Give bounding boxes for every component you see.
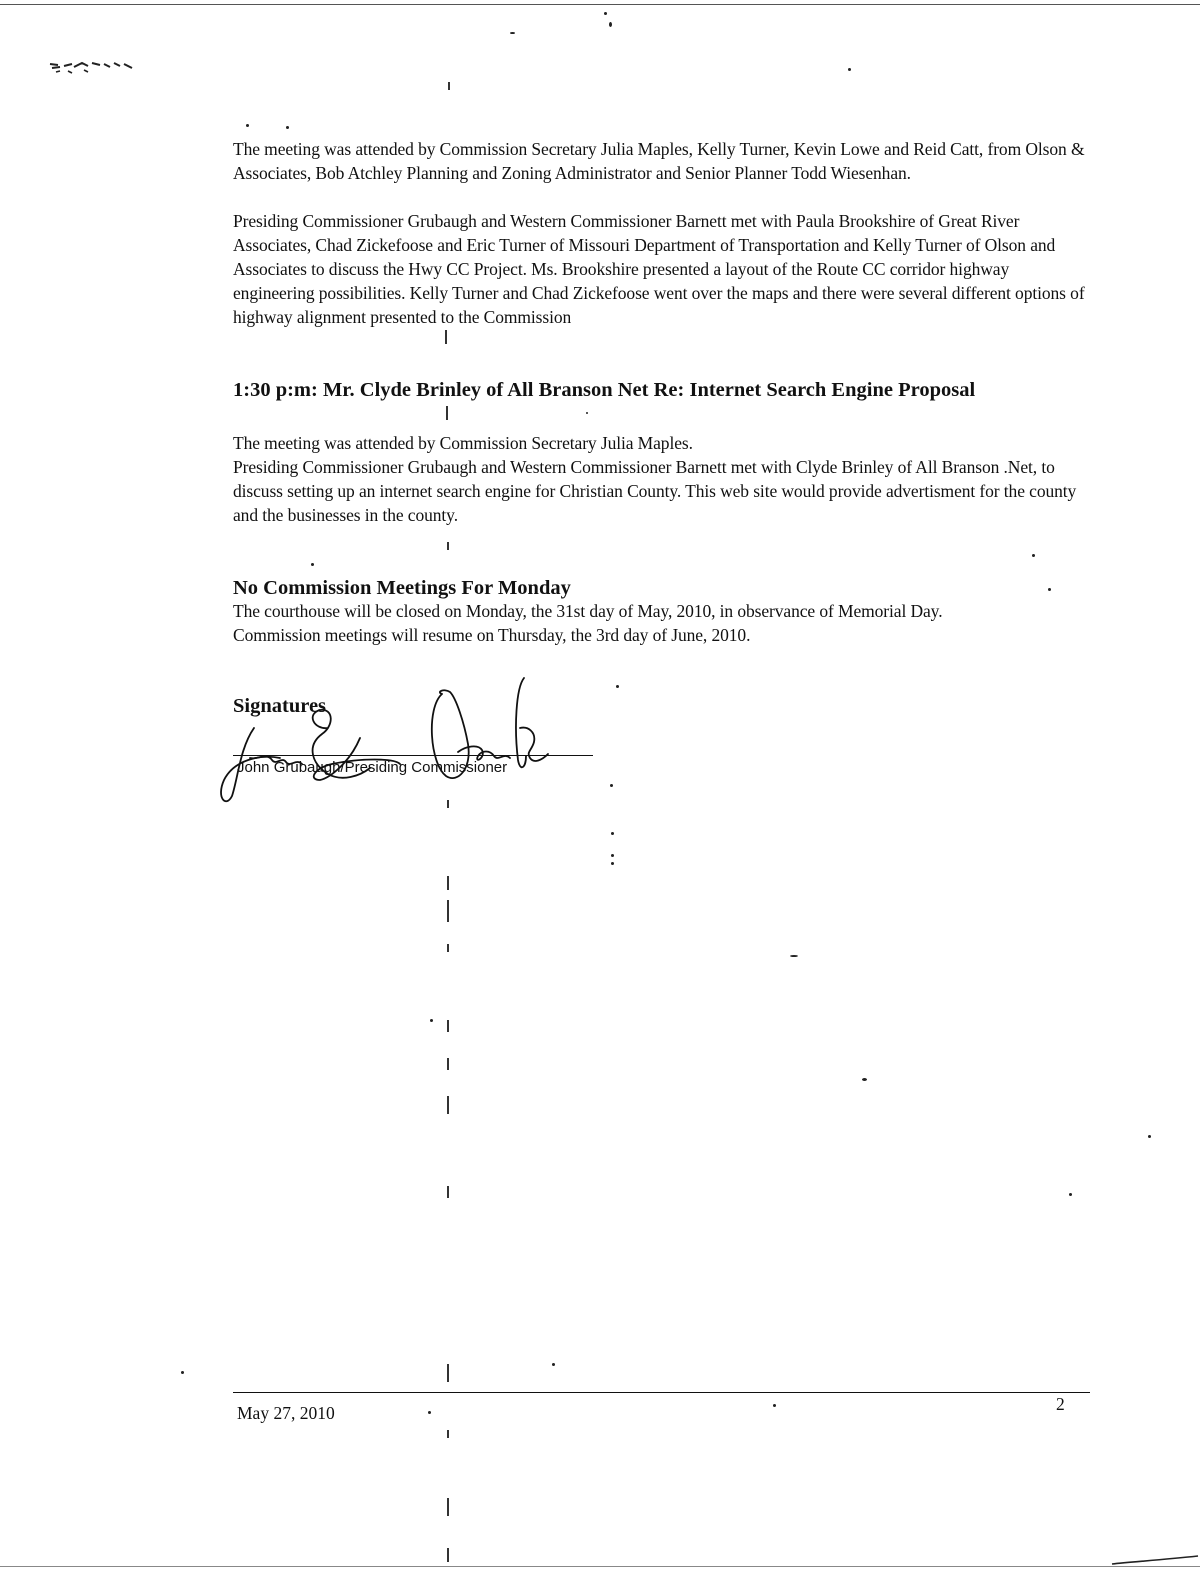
signer-caption: John Grubaugh/Presiding Commissioner [237, 759, 508, 776]
section-heading: 1:30 p:m: Mr. Clyde Brinley of All Branson Net Re: Internet Search Engine Proposal [233, 379, 976, 401]
footer-rule [233, 1392, 1090, 1393]
section-heading: No Commission Meetings For Monday [233, 577, 571, 599]
closure-notice: The courthouse will be closed on Monday, the 31st day of May, 2010, in observance of Memorial Day. [233, 601, 943, 621]
notice-content [233, 599, 1093, 647]
bottom-scan-edge [0, 1566, 1200, 1567]
scan-artifact-mark [48, 58, 134, 78]
top-scan-edge [0, 4, 1200, 5]
summary-paragraph: Presiding Commissioner Grubaugh and Western Commissioner Barnett met with Paula Brookshire of Great River Associates, Chad Zickefoose and Eric Turner of Missouri Department of Transportation and Kelly Turner of Olson and Associates to discuss the Hwy CC Project. Ms. Brookshire presented a layout of the Route CC corridor highway engineering possibilities. Kelly Turner and Chad Zickefoose went over the maps and there were several different options of highway alignment presented to the Commission [233, 211, 1085, 327]
meeting-2-content [233, 431, 1093, 527]
summary-paragraph: Presiding Commissioner Grubaugh and Western Commissioner Barnett met with Clyde Brinley of All Branson .Net, to discuss setting up an internet search engine for Christian County. This web site would provide advertisment for the county and the businesses in the county. [233, 457, 1077, 525]
meeting-2-section [233, 377, 1093, 403]
meeting-1-attendance [233, 137, 1093, 185]
resume-notice: Commission meetings will resume on Thursday, the 3rd day of June, 2010. [233, 625, 751, 645]
handwritten-signature [210, 668, 570, 808]
page-number: 2 [1056, 1394, 1065, 1414]
notice-section [233, 575, 1093, 601]
attendance-paragraph: The meeting was attended by Commission Secretary Julia Maples, Kelly Turner, Kevin Lowe and Reid Catt, from Olson & Associates, Bob Atchley Planning and Zoning Administrator and Senior Planner Todd Wiesenhan. [233, 139, 1085, 183]
signatures-heading: Signatures [233, 695, 327, 717]
footer-date: May 27, 2010 [237, 1403, 335, 1423]
meeting-1-summary [233, 209, 1093, 329]
attendance-paragraph: The meeting was attended by Commission Secretary Julia Maples. [233, 433, 693, 453]
